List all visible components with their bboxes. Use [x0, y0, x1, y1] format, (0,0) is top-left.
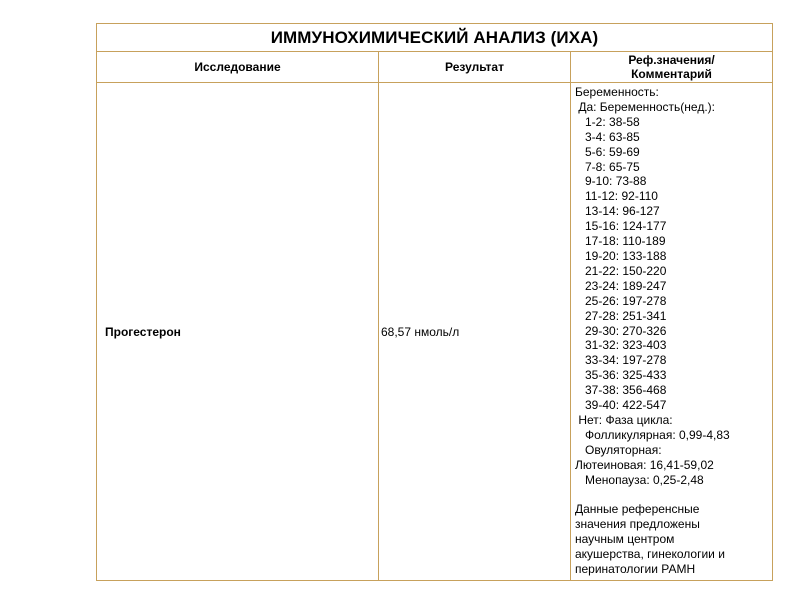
reference-line: 9-10: 73-88 — [575, 174, 647, 189]
reference-line: 23-24: 189-247 — [575, 278, 667, 293]
reference-line: 19-20: 133-188 — [575, 248, 667, 263]
reference-line: 5-6: 59-69 — [575, 144, 640, 159]
reference-gap — [575, 487, 772, 502]
reference-note-line: значения предложены — [575, 517, 700, 532]
reference-line: 35-36: 325-433 — [575, 368, 667, 383]
header-reference — [571, 52, 773, 83]
reference-line: 31-32: 323-403 — [575, 338, 667, 353]
header-reference-line2: Комментарий — [631, 67, 712, 81]
results-table — [96, 23, 773, 581]
title-row — [97, 24, 773, 52]
reference-line: Менопауза: 0,25-2,48 — [575, 472, 704, 487]
reference-note — [575, 502, 772, 577]
reference-line: Беременность: — [575, 85, 659, 99]
reference-note-line: научным центром — [575, 532, 675, 547]
reference-line: Овуляторная: — [575, 442, 662, 457]
table-title: ИММУНОХИМИЧЕСКИЙ АНАЛИЗ (ИХА) — [97, 24, 773, 52]
reference-line: 7-8: 65-75 — [575, 159, 640, 174]
reference-line: 11-12: 92-110 — [575, 189, 658, 204]
header-row — [97, 52, 773, 83]
reference-line: 25-26: 197-278 — [575, 293, 667, 308]
header-test: Исследование — [97, 52, 379, 83]
reference-line: 39-40: 422-547 — [575, 398, 667, 413]
reference-note-line: Данные референсные — [575, 502, 700, 517]
reference-values — [571, 83, 773, 581]
reference-line: Лютеиновая: 16,41-59,02 — [575, 457, 714, 472]
reference-line: 37-38: 356-468 — [575, 383, 667, 398]
reference-line: Да: Беременность(нед.): — [575, 99, 715, 114]
reference-note-line: перинатологии РАМН — [575, 562, 696, 577]
reference-line: Нет: Фаза цикла: — [575, 412, 673, 427]
test-name: Прогестерон — [97, 83, 379, 581]
header-reference-line1: Реф.значения/ — [628, 53, 715, 67]
table-row — [97, 83, 773, 581]
test-result: 68,57 нмоль/л — [379, 83, 571, 581]
reference-line: 27-28: 251-341 — [575, 308, 667, 323]
reference-lines — [575, 85, 772, 487]
reference-line: 33-34: 197-278 — [575, 353, 667, 368]
reference-line: Фолликулярная: 0,99-4,83 — [575, 427, 730, 442]
reference-line: 29-30: 270-326 — [575, 323, 667, 338]
reference-line: 1-2: 38-58 — [575, 114, 640, 129]
reference-line: 13-14: 96-127 — [575, 204, 660, 219]
reference-note-line: акушерства, гинекологии и — [575, 547, 725, 562]
reference-line: 15-16: 124-177 — [575, 219, 667, 234]
reference-line: 21-22: 150-220 — [575, 263, 667, 278]
header-result: Результат — [379, 52, 571, 83]
reference-line: 17-18: 110-189 — [575, 234, 666, 249]
reference-line: 3-4: 63-85 — [575, 129, 640, 144]
